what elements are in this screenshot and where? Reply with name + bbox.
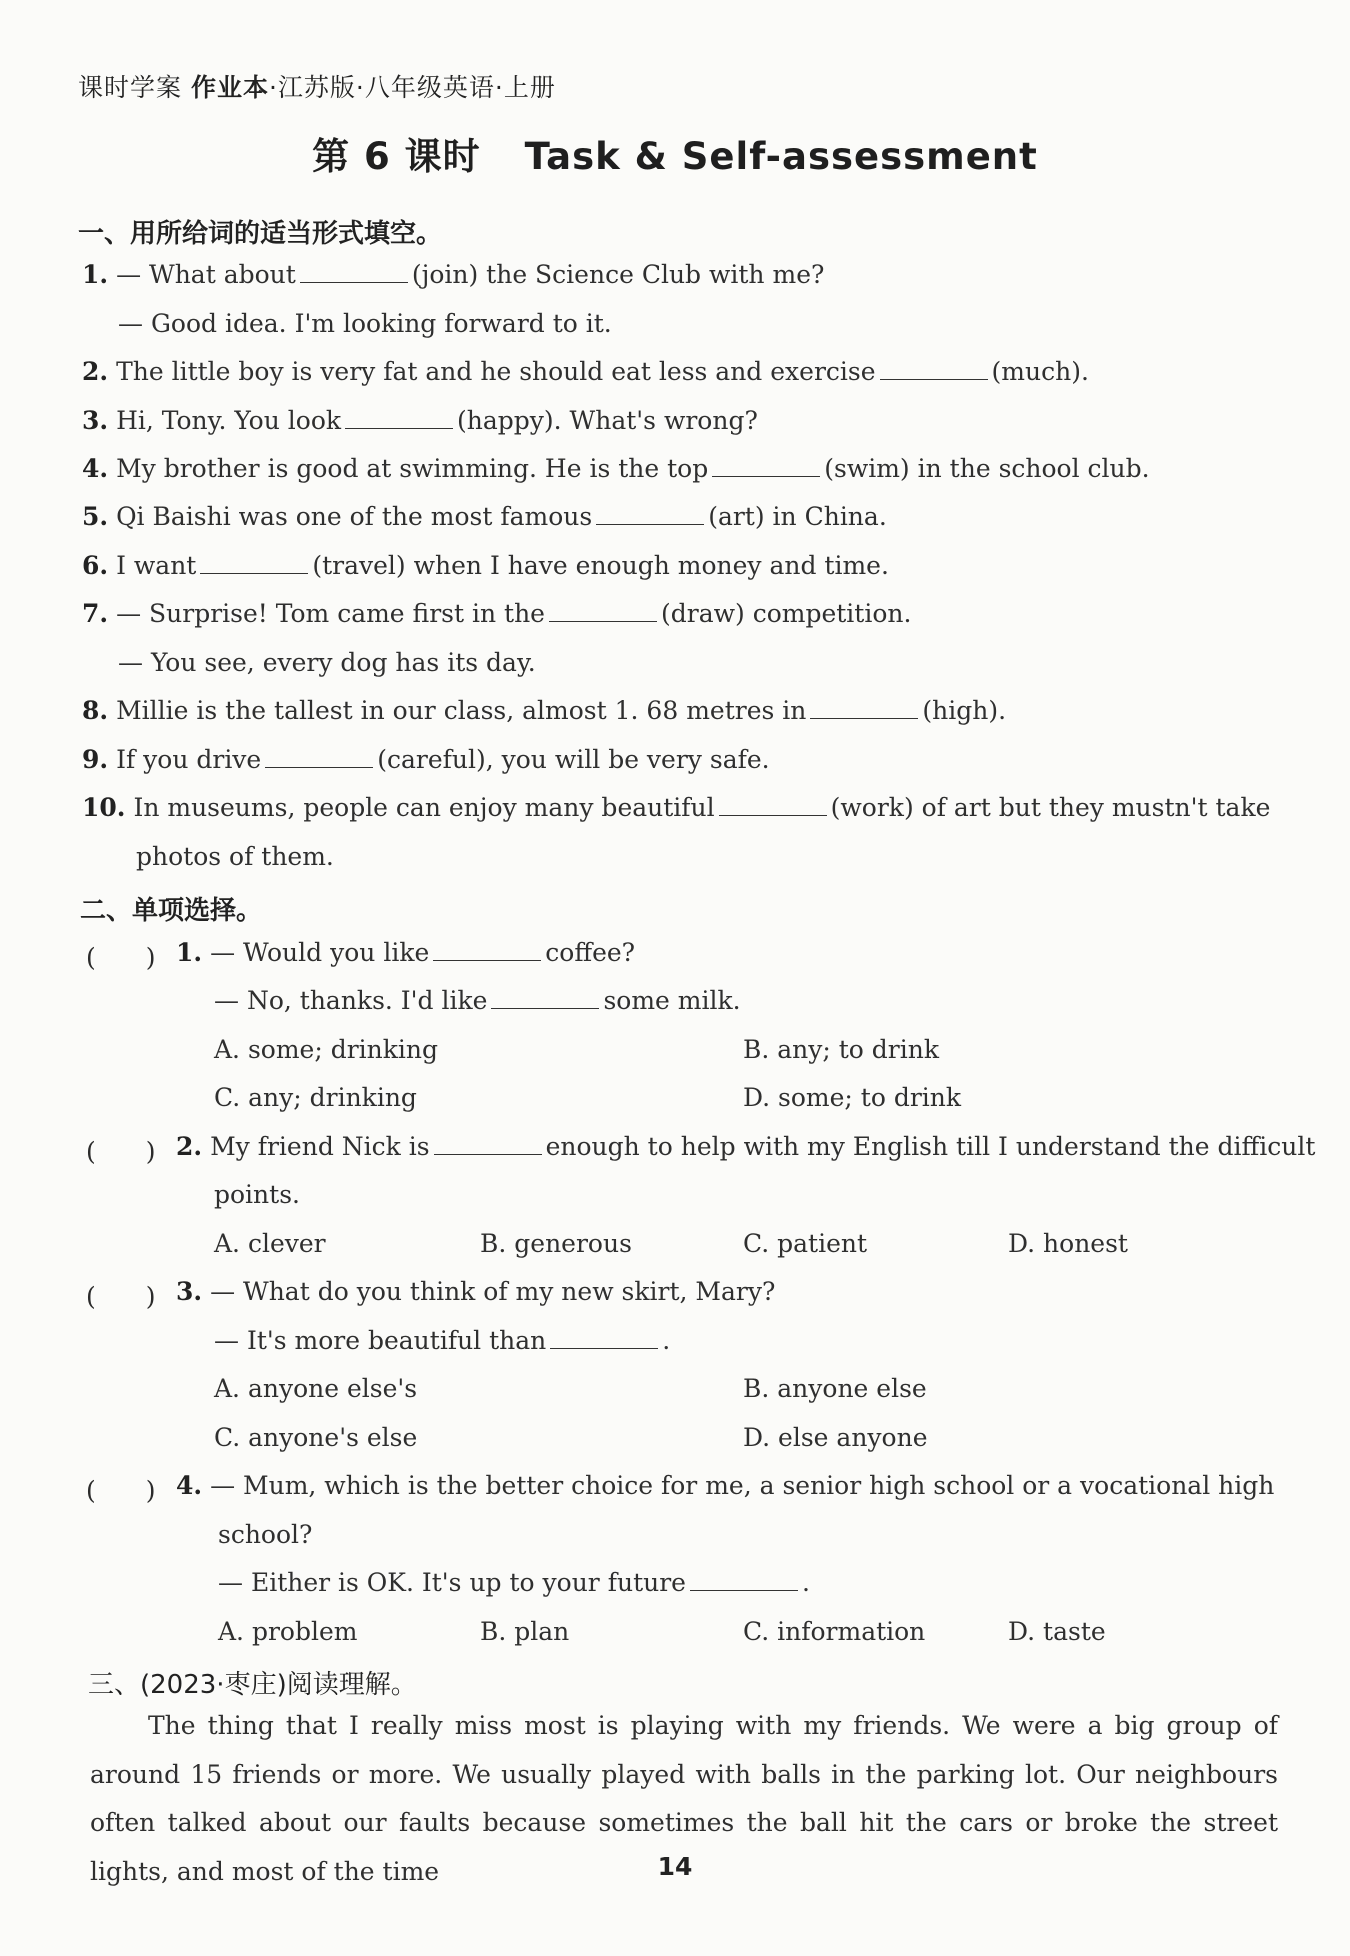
option-c[interactable]: C. information <box>743 1617 926 1646</box>
fill-item-1-reply: — Good idea. I'm looking forward to it. <box>118 309 612 338</box>
answer-blank[interactable] <box>810 696 918 719</box>
fill-item-9: 9. If you drive (careful), you will be very safe. <box>82 745 770 774</box>
fill-item-5: 5. Qi Baishi was one of the most famous (art) in China. <box>82 502 887 531</box>
series-name: 课时学案 <box>78 73 183 102</box>
answer-blank[interactable] <box>719 793 827 816</box>
answer-paren[interactable]: ( ) <box>86 1137 156 1166</box>
option-c[interactable]: C. any; drinking <box>214 1083 417 1112</box>
page-title <box>0 126 1350 180</box>
answer-blank[interactable] <box>300 260 408 283</box>
fill-item-10-cont: photos of them. <box>136 842 334 871</box>
option-d[interactable]: D. honest <box>1008 1229 1128 1258</box>
section-3-heading: 三、(2023·枣庄)阅读理解。 <box>88 1670 417 1700</box>
option-d[interactable]: D. some; to drink <box>743 1083 962 1112</box>
answer-blank <box>550 1326 658 1349</box>
lesson-topic: Task & Self-assessment <box>524 135 1038 178</box>
answer-paren[interactable]: ( ) <box>86 1476 156 1505</box>
fill-item-3: 3. Hi, Tony. You look (happy). What's wrong? <box>82 406 758 435</box>
answer-blank <box>434 1132 542 1155</box>
answer-paren[interactable]: ( ) <box>86 943 156 972</box>
option-d[interactable]: D. taste <box>1008 1617 1106 1646</box>
answer-blank <box>433 938 541 961</box>
option-a[interactable]: A. problem <box>218 1617 358 1646</box>
mc-item-3: 3. — What do you think of my new skirt, Mary? <box>176 1277 776 1306</box>
fill-item-6: 6. I want (travel) when I have enough money and time. <box>82 551 889 580</box>
option-c[interactable]: C. anyone's else <box>214 1423 418 1452</box>
mc-item-4-line2: school? <box>218 1520 313 1549</box>
answer-blank[interactable] <box>880 357 988 380</box>
fill-item-8: 8. Millie is the tallest in our class, almost 1. 68 metres in (high). <box>82 696 1007 725</box>
fill-item-4: 4. My brother is good at swimming. He is the top (swim) in the school club. <box>82 454 1150 483</box>
fill-item-7-reply: — You see, every dog has its day. <box>118 648 536 677</box>
fill-item-10: 10. In museums, people can enjoy many beautiful (work) of art but they mustn't take <box>82 793 1271 822</box>
section-1-heading: 一、用所给词的适当形式填空。 <box>78 219 443 249</box>
fill-item-1: 1. — What about (join) the Science Club with me? <box>82 260 825 289</box>
book-name: 作业本 <box>190 73 269 102</box>
fill-item-2: 2. The little boy is very fat and he should eat less and exercise (much). <box>82 357 1089 386</box>
mc-item-2: 2. My friend Nick is enough to help with my English till I understand the difficult <box>176 1132 1316 1161</box>
answer-blank <box>491 986 599 1009</box>
lesson-number: 第 6 课时 <box>312 135 481 178</box>
option-b[interactable]: B. any; to drink <box>743 1035 940 1064</box>
mc-item-4-line3: — Either is OK. It's up to your future . <box>218 1568 810 1597</box>
mc-item-3-line2: — It's more beautiful than . <box>214 1326 671 1355</box>
answer-blank[interactable] <box>200 551 308 574</box>
answer-blank[interactable] <box>265 745 373 768</box>
option-a[interactable]: A. anyone else's <box>214 1374 418 1403</box>
reading-paragraph: The thing that I really miss most is playing with my friends. We were a big group of around 15 friends or more. We usually played with balls in the parking lot. Our neighbours often talked about our faults because sometimes the ball hit the cars or broke the street lights, and most of the time <box>90 1711 1278 1886</box>
answer-blank <box>690 1568 798 1591</box>
option-b[interactable]: B. anyone else <box>743 1374 927 1403</box>
answer-blank[interactable] <box>345 406 453 429</box>
running-header <box>78 68 556 104</box>
page-number: 14 <box>657 1852 693 1881</box>
mc-item-4: 4. — Mum, which is the better choice for me, a senior high school or a vocational high <box>176 1471 1275 1500</box>
edition-info: ·江苏版·八年级英语·上册 <box>268 73 556 102</box>
option-a[interactable]: A. clever <box>214 1229 326 1258</box>
mc-item-2-line2: points. <box>214 1180 300 1209</box>
option-a[interactable]: A. some; drinking <box>214 1035 438 1064</box>
mc-item-1-line2: — No, thanks. I'd like some milk. <box>214 986 741 1015</box>
option-d[interactable]: D. else anyone <box>743 1423 928 1452</box>
answer-blank[interactable] <box>712 454 820 477</box>
option-c[interactable]: C. patient <box>743 1229 868 1258</box>
answer-paren[interactable]: ( ) <box>86 1282 156 1311</box>
answer-blank[interactable] <box>549 599 657 622</box>
mc-item-1: 1. — Would you like coffee? <box>176 938 636 967</box>
fill-item-7: 7. — Surprise! Tom came first in the (draw) competition. <box>82 599 912 628</box>
option-b[interactable]: B. generous <box>480 1229 632 1258</box>
section-2-heading: 二、单项选择。 <box>80 896 263 926</box>
option-b[interactable]: B. plan <box>480 1617 570 1646</box>
answer-blank[interactable] <box>596 502 704 525</box>
